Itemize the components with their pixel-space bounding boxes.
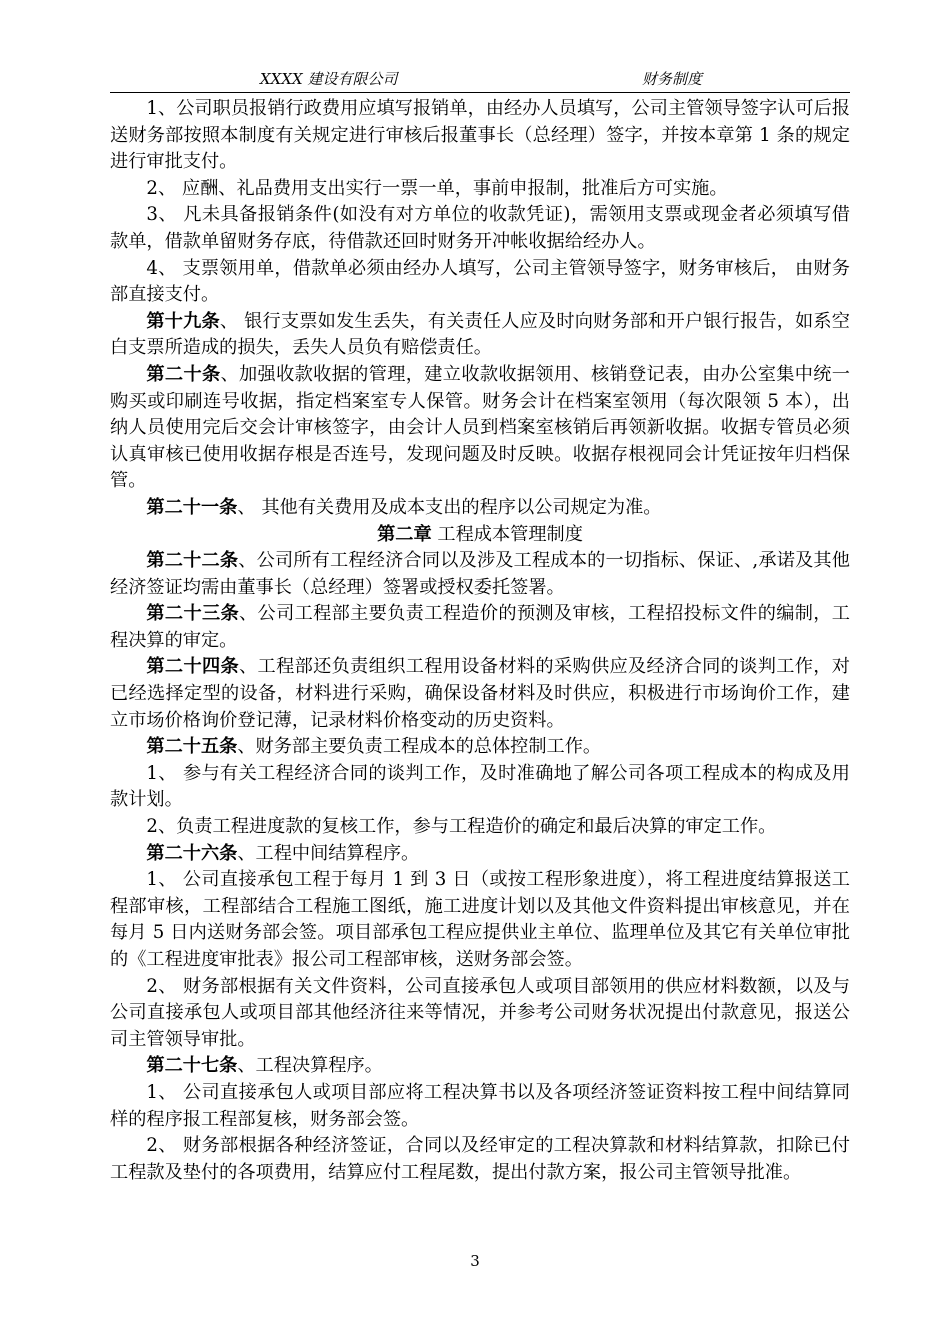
paragraph-text: 、财务部主要负责工程成本的总体控制工作。: [237, 736, 602, 758]
page-header: [110, 66, 850, 93]
paragraph-text: 1、 公司直接承包人或项目部应将工程决算书以及各项经济签证资料按工程中间结算同样的程序报工程部复核，财务部会签。: [110, 1081, 850, 1130]
paragraph: [110, 495, 850, 522]
paragraph: [110, 601, 850, 654]
chapter-title: 工程成本管理制度: [431, 523, 583, 545]
paragraph-text: 3、 凡未具备报销条件(如没有对方单位的收款凭证)，需领用支票或现金者必须填写借款单，借款单留财务存底，待借款还回时财务开冲帐收据给经办人。: [110, 204, 850, 252]
chapter-heading: [110, 522, 850, 549]
paragraph: [110, 974, 850, 1054]
paragraph: [110, 548, 850, 601]
paragraph: [110, 1080, 850, 1133]
page-number: 3: [470, 1252, 480, 1270]
paragraph-text: 、加强收款收据的管理，建立收款收据领用、核销登记表，由办公室集中统一购买或印刷连号收据，指定档案室专人保管。财务会计在档案室领用（每次限领 5 本），出纳人员使用完后交会计审核签字，由会计人员到档案室核销后再领新收据。收据专管员必须认真审核已使用收据存根是否连号，发现问题及时反映。收据存根视同会计凭证按年归档保管。: [110, 363, 850, 492]
paragraph-text: 2、 财务部根据有关文件资料，公司直接承包人或项目部领用的供应材料数额，以及与公司直接承包人或项目部其他经济往来等情况，并参考公司财务状况提出付款意见，报送公司主管领导审批。: [110, 975, 850, 1050]
paragraph-text: 1、 参与有关工程经济合同的谈判工作，及时准确地了解公司各项工程成本的构成及用款计划。: [110, 762, 850, 811]
article-number: 第二十一条: [146, 496, 238, 518]
paragraph: [110, 1053, 850, 1080]
article-number: 第二十三条: [146, 603, 240, 625]
paragraph-text: 1、 公司直接承包工程于每月 1 到 3 日（或按工程形象进度），将工程进度结算报送工程部审核，工程部结合工程施工图纸，施工进度计划以及其他文件资料提出审核意见，并在每月 5 日内送财务部会签。项目部承包工程应提供业主单位、监理单位及其它有关单位审批的《工程进度审批表》报公司工程部审核，送财务部会签。: [110, 869, 850, 970]
article-number: 第二十二条: [146, 550, 239, 572]
paragraph: [110, 654, 850, 734]
paragraph: [110, 309, 850, 362]
paragraph: [110, 867, 850, 973]
paragraph: [110, 814, 850, 841]
paragraph-text: 4、 支票领用单，借款单必须由经办人填写，公司主管领导签字，财务审核后， 由财务部直接支付。: [110, 257, 850, 306]
paragraph: [110, 761, 850, 814]
paragraph-text: 1、公司职员报销行政费用应填写报销单，由经办人员填写，公司主管领导签字认可后报送财务部按照本制度有关规定进行审核后报董事长（总经理）签字，并按本章第 1 条的规定进行审批支付。: [110, 98, 850, 173]
paragraph: [110, 841, 850, 868]
page-footer: [0, 1252, 950, 1270]
paragraph-text: 、 其他有关费用及成本支出的程序以公司规定为准。: [237, 496, 662, 518]
paragraph: [110, 202, 850, 255]
paragraph-text: 2、 财务部根据各种经济签证，合同以及经审定的工程决算款和材料结算款，扣除已付工程款及垫付的各项费用，结算应付工程尾数，提出付款方案，报公司主管领导批准。: [110, 1135, 850, 1183]
article-number: 第二十六条: [146, 842, 238, 864]
article-number: 第十九条: [146, 310, 220, 332]
paragraph: [110, 176, 850, 203]
company-name: XXXX 建设有限公司: [260, 70, 398, 88]
paragraph: [110, 96, 850, 176]
paragraph: [110, 1133, 850, 1186]
paragraph-text: 、工程决算程序。: [237, 1055, 383, 1077]
article-number: 第二十五条: [146, 736, 238, 758]
chapter-number: 第二章: [377, 523, 432, 545]
paragraph-text: 、公司工程部主要负责工程造价的预测及审核，工程招投标文件的编制，工程决算的审定。: [110, 603, 850, 651]
paragraph: [110, 256, 850, 309]
document-title: 财务制度: [642, 70, 703, 88]
paragraph-text: 2、负责工程进度款的复核工作，参与工程造价的确定和最后决算的审定工作。: [146, 816, 777, 838]
paragraph-text: 、工程中间结算程序。: [237, 842, 420, 864]
paragraph-text: 、 银行支票如发生丢失，有关责任人应及时向财务部和开户银行报告，如系空白支票所造成的损失，丢失人员负有赔偿责任。: [110, 310, 850, 359]
article-number: 第二十条: [146, 363, 221, 385]
document-body: [110, 96, 850, 1186]
paragraph-text: 2、 应酬、礼品费用支出实行一票一单，事前申报制，批准后方可实施。: [146, 177, 728, 199]
paragraph: [110, 734, 850, 761]
paragraph: [110, 362, 850, 495]
article-number: 第二十四条: [146, 656, 240, 678]
paragraph-text: 、公司所有工程经济合同以及涉及工程成本的一切指标、保证、,承诺及其他经济签证均需由董事长（总经理）签署或授权委托签署。: [110, 550, 850, 598]
article-number: 第二十七条: [146, 1055, 238, 1077]
paragraph-text: 、工程部还负责组织工程用设备材料的采购供应及经济合同的谈判工作，对已经选择定型的设备，材料进行采购，确保设备材料及时供应，积极进行市场询价工作，建立市场价格询价登记薄，记录材料价格变动的历史资料。: [110, 656, 850, 731]
